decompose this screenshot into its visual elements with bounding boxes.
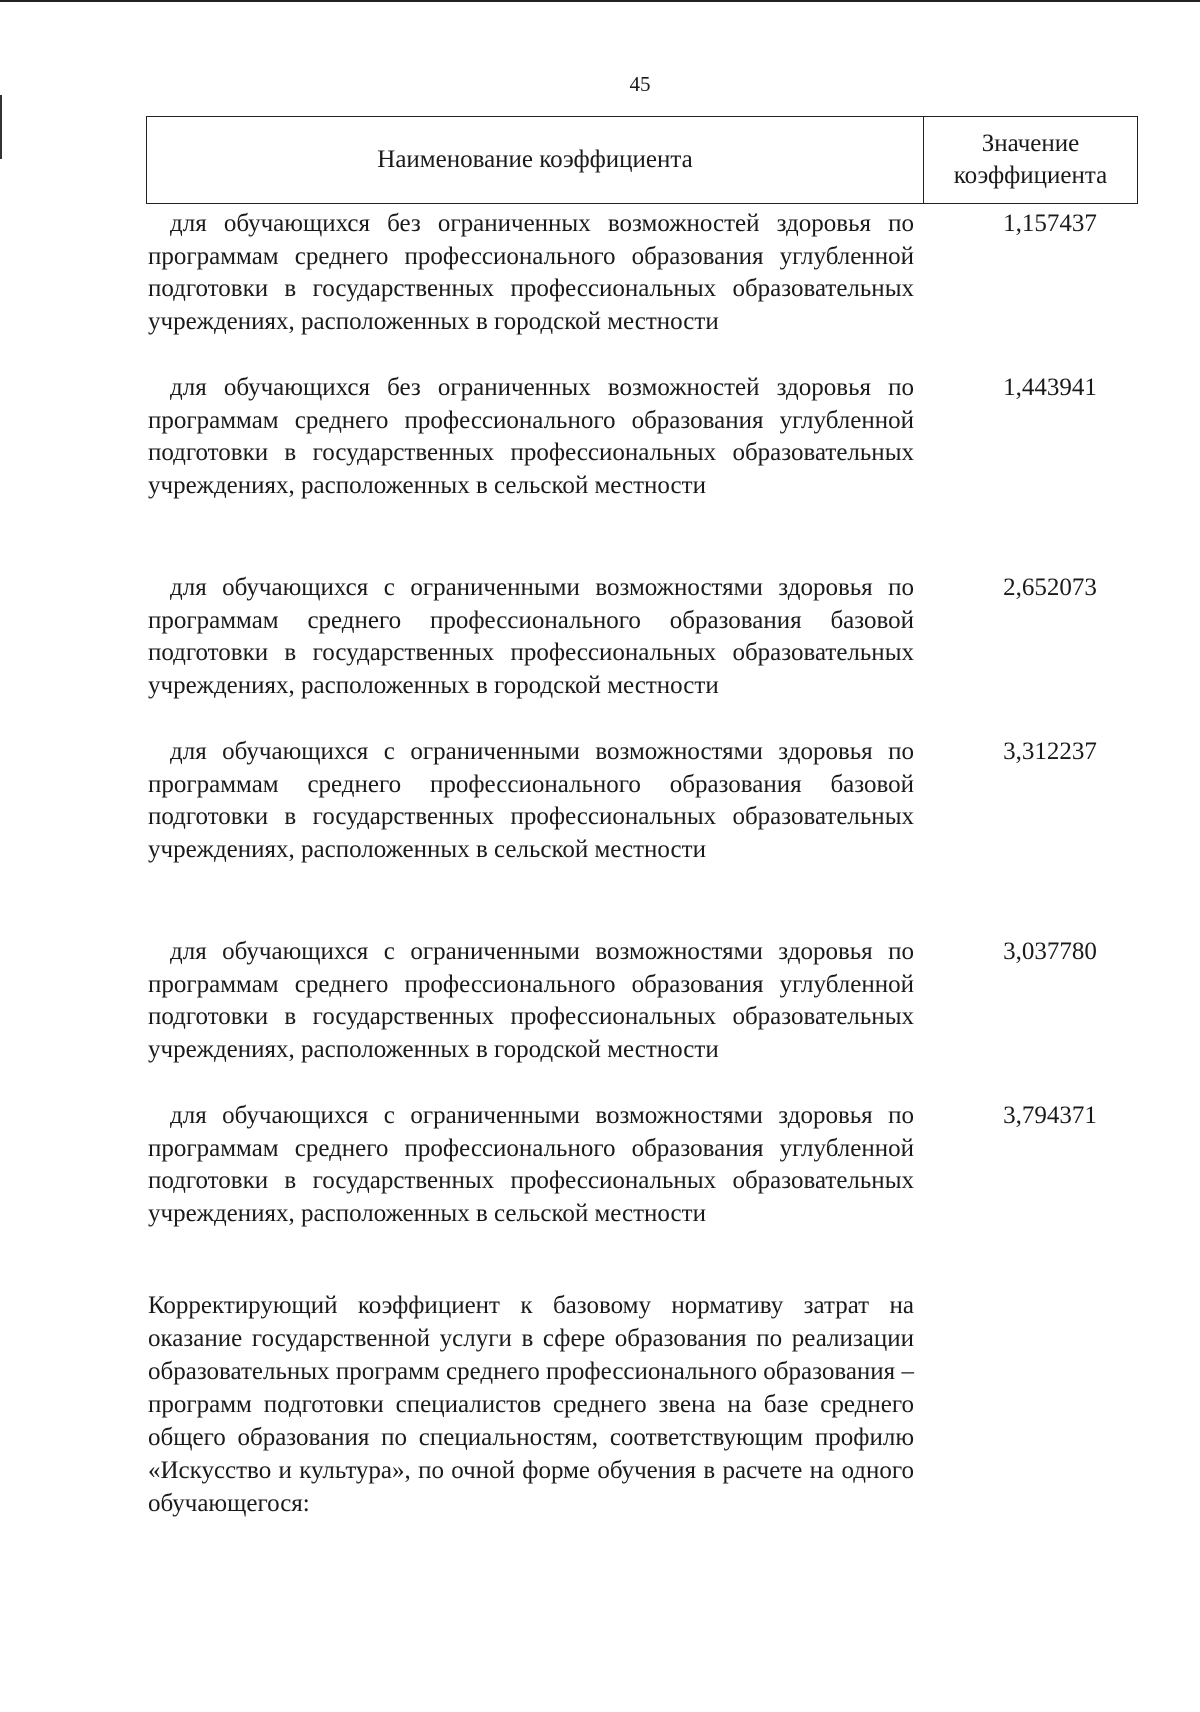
column-header-value: Значение коэффициента bbox=[953, 130, 1108, 189]
row-value: 3,037780 bbox=[1003, 938, 1097, 965]
row-description: для обучающихся с ограниченными возможностями здоровья по программам среднего профессионального образования базовой подготовки в государственных профессиональных образовательных учреждениях, расположенных в городской местности bbox=[148, 574, 914, 699]
row-description: для обучающихся с ограниченными возможностями здоровья по программам среднего профессионального образования углубленной подготовки в государственных профессиональных образовательных учреждениях, расположенных в городской местности bbox=[148, 938, 914, 1063]
row-value: 1,443941 bbox=[1003, 374, 1097, 401]
row-value: 1,157437 bbox=[1003, 210, 1097, 237]
row-value: 3,312237 bbox=[1003, 738, 1097, 765]
table-header bbox=[146, 116, 1138, 204]
scan-top-edge bbox=[0, 0, 1200, 2]
scan-left-mark bbox=[0, 95, 2, 159]
row-description: для обучающихся без ограниченных возможностей здоровья по программам среднего профессионального образования углубленной подготовки в государственных профессиональных образовательных учреждениях, расположенных в сельской местности bbox=[148, 374, 914, 499]
row-description: для обучающихся с ограниченными возможностями здоровья по программам среднего профессионального образования базовой подготовки в государственных профессиональных образовательных учреждениях, расположенных в сельской местности bbox=[148, 738, 914, 863]
page-number: 45 bbox=[629, 72, 651, 96]
column-header-name: Наименование коэффициента bbox=[147, 117, 924, 203]
corrective-coefficient-paragraph: Корректирующий коэффициент к базовому нормативу затрат на оказание государственной услуги в сфере образования по реализации образовательных программ среднего профессионального образования – программ подготовки специалистов среднего звена на базе среднего общего образования по специальностям, соответствующим профилю «Искусство и культура», по очной форме обучения в расчете на одного обучающегося: bbox=[148, 1292, 914, 1517]
row-value: 3,794371 bbox=[1003, 1102, 1097, 1129]
row-description: для обучающихся с ограниченными возможностями здоровья по программам среднего профессионального образования углубленной подготовки в государственных профессиональных образовательных учреждениях, расположенных в сельской местности bbox=[148, 1102, 914, 1227]
row-value: 2,652073 bbox=[1003, 574, 1097, 601]
row-description: для обучающихся без ограниченных возможностей здоровья по программам среднего профессионального образования углубленной подготовки в государственных профессиональных образовательных учреждениях, расположенных в городской местности bbox=[148, 210, 914, 335]
